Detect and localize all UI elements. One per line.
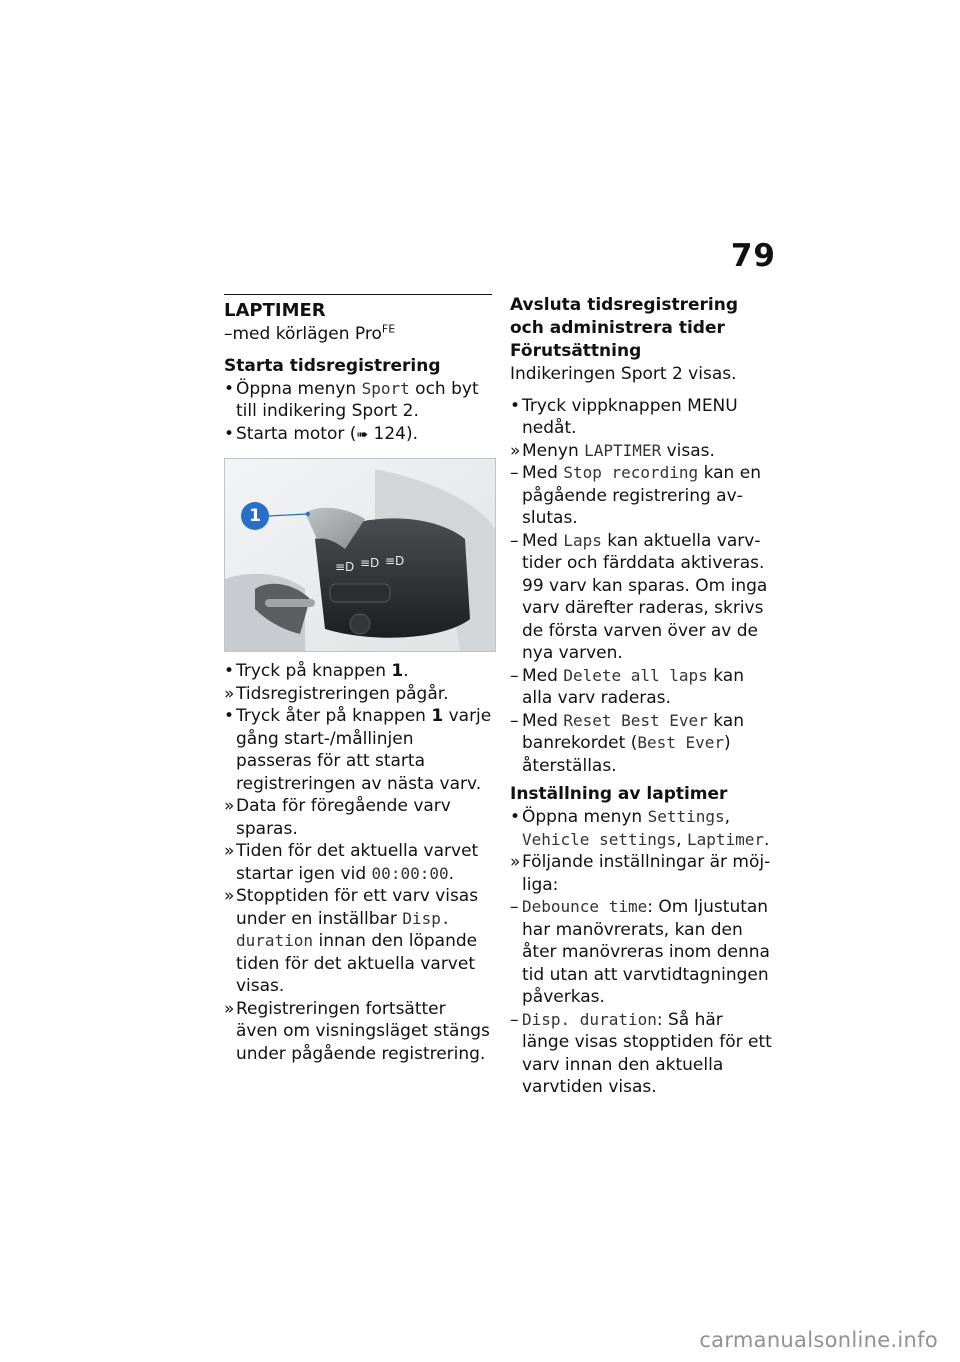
mode-note: –med körlägen Pro$^{FE}$ [224,322,396,344]
option-item: – Med Reset Best Ever kan banrekordet (Best Ever) återställas. [510,710,744,776]
option-item: – Med Laps kan aktuella varvtider och färddata aktiveras. 99 varv kan sparas. Om inga varv därefter raderas, skrivs de första varven över av de nya varven. [510,530,768,663]
result-item: » Registreringen fortsätter även om visningsläget stängs under pågående registrering. [224,998,490,1064]
prerequisite-text: Indikeringen Sport 2 visas. [510,364,737,384]
start-heading: Starta tidsregistrering [224,355,441,376]
option-item: – Debounce time: Om ljustutan har manövrerats, kan den åter manövreras inom denna tid utan att varvtidtagningen påverkas. [510,897,770,1007]
section-title: LAPTIMER [224,300,326,321]
result-item: » Följande inställningar är möjliga: [510,852,771,895]
option-item: – Med Delete all laps kan alla varv raderas. [510,665,744,708]
handlebar-switch-illustration [224,458,496,652]
manage-heading: Avsluta tidsregistrering och administrera tider [510,295,738,338]
page-number: 79 [730,238,776,274]
list-item: • Starta motor (➠ 124). [224,423,419,444]
list-item: • Tryck vippknappen MENU nedåt. [510,395,738,438]
result-item: » Stopptiden för ett varv visas under en inställbar Disp. duration innan den löpande tiden för det aktuella varvet visas. [224,886,479,996]
list-item: • Tryck åter på knappen 1 varje gång start-/mållinjen passeras för att starta registreringen av nästa varv. [224,706,492,794]
result-item: » Menyn LAPTIMER visas. [510,440,715,461]
result-item: » Tiden för det aktuella varvet startar igen vid 00:00:00. [224,841,479,884]
page-reference-arrow-icon: ➠ [356,426,369,443]
left-column [224,294,492,1065]
option-item: – Disp. duration: Så här länge visas stopptiden för ett varv innan den aktuella varvtiden visas. [510,1009,772,1097]
section-rule [224,294,492,295]
result-item: » Tidsregistreringen pågår. [224,683,449,704]
settings-heading: Inställning av laptimer [510,784,728,804]
svg-text:≡D: ≡D [335,560,355,574]
list-item: • Öppna menyn Settings, Vehicle settings, Laptimer. [510,807,770,850]
callout-1: 1 [249,506,261,526]
right-column [510,294,774,1099]
svg-text:≡D: ≡D [360,556,380,570]
result-item: » Data för föregående varv sparas. [224,796,451,839]
watermark: carmanualsonline.info [699,1328,938,1352]
list-item: • Tryck på knappen 1. [224,661,409,681]
list-item: • Öppna menyn Sport och byt till indikering Sport 2. [224,378,479,421]
svg-text:≡D: ≡D [385,554,405,568]
option-item: – Med Stop recording kan en pågående registrering avslutas. [510,463,761,528]
prerequisite-label: Förutsättning [510,341,642,361]
